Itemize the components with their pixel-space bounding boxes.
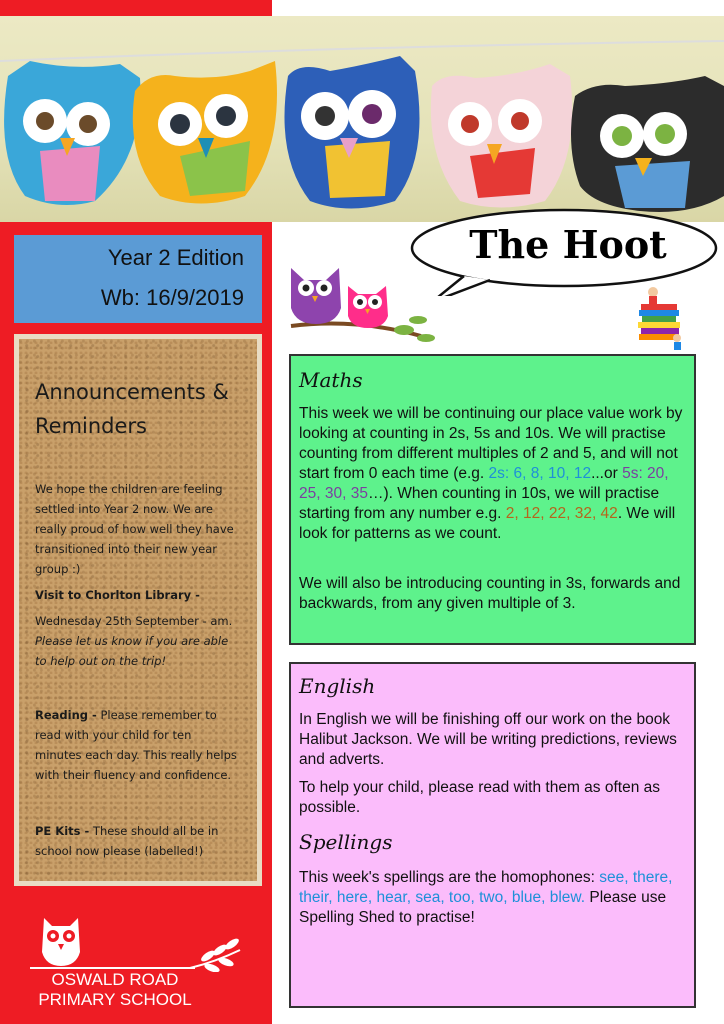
maths-text-c: …). When counting in 10s, we will practise starting from any number e.g. bbox=[299, 485, 660, 522]
reading-text-1: read with your child for ten bbox=[35, 728, 192, 742]
english-paragraph-1: In English we will be finishing off our work on the book Halibut Jackson. We will be writing predictions, reviews and adverts. bbox=[299, 711, 677, 768]
week-label: Wb: 16/9/2019 bbox=[100, 285, 244, 310]
owls-on-branch-icon bbox=[286, 258, 436, 348]
pe-kits-text: school now please (labelled!) bbox=[35, 844, 204, 858]
reading-text-3: with their fluency and confidence. bbox=[35, 768, 232, 782]
spellings-paragraph bbox=[299, 868, 691, 928]
pe-kits-title: PE Kits - bbox=[35, 824, 90, 838]
maths-sequence-2s: 2s: 6, 8, 10, 12 bbox=[488, 465, 592, 482]
owl-2-icon bbox=[133, 61, 277, 204]
school-owl-logo-icon bbox=[30, 912, 260, 972]
library-visit-date: Wednesday 25th September - am. bbox=[35, 614, 233, 628]
newsletter-title: The Hoot bbox=[469, 222, 667, 267]
library-visit-note-1: Please let us know if you are able bbox=[35, 634, 229, 648]
owl-1-icon bbox=[4, 61, 140, 205]
owl-bunting-image bbox=[0, 16, 724, 222]
maths-text-b: ...or bbox=[591, 465, 623, 482]
announcements-intro-2: settled into Year 2 now. We are bbox=[35, 502, 213, 516]
maths-paragraph-2: We will also be introducing counting in 3s, forwards and backwards, from any given multiple of 3. bbox=[299, 575, 681, 612]
spellings-title: Spellings bbox=[299, 830, 393, 854]
edition-box bbox=[14, 235, 262, 323]
books-stack-icon bbox=[633, 282, 687, 352]
owl-3-icon bbox=[284, 56, 419, 209]
spellings-words: see, there, their, here, hear, sea, too, two, blue, blew. bbox=[299, 869, 673, 906]
english-paragraph-2: To help your child, please read with them as often as possible. bbox=[299, 779, 661, 816]
library-visit-note-2: to help out on the trip! bbox=[35, 654, 167, 668]
maths-title: Maths bbox=[299, 368, 363, 392]
announcements-intro-5: group :) bbox=[35, 562, 81, 576]
pe-kits-reminder bbox=[35, 821, 255, 841]
maths-text-d: . We will look for patterns as we count. bbox=[299, 505, 676, 542]
reading-reminder-first bbox=[35, 705, 255, 725]
announcements-intro-3: really proud of how well they have bbox=[35, 522, 234, 536]
english-section bbox=[289, 662, 696, 1008]
library-visit-title: Visit to Chorlton Library - bbox=[35, 588, 200, 602]
english-title: English bbox=[299, 674, 376, 698]
announcements-heading-line1: Announcements & bbox=[35, 380, 229, 404]
announcements-intro-1: We hope the children are feeling bbox=[35, 482, 223, 496]
reading-text-2: minutes each day. This really helps bbox=[35, 748, 237, 762]
reading-text-first: Please remember to bbox=[100, 708, 217, 722]
maths-sequence-10s: 2, 12, 22, 32, 42 bbox=[505, 505, 618, 522]
announcements-heading-line2: Reminders bbox=[35, 414, 147, 438]
owl-5-icon bbox=[571, 76, 724, 212]
spellings-intro: This week's spellings are the homophones: bbox=[299, 869, 600, 886]
maths-sequence-5s: 5s: 20, 25, 30, 35 bbox=[299, 465, 669, 502]
pe-kits-text-first: These should all be in bbox=[92, 824, 219, 838]
reading-title: Reading - bbox=[35, 708, 97, 722]
maths-text-a: This week we will be continuing our place value work by looking at counting in 2s, 5s and 10s. We will practise counting from different multiples of 2 and 5, and will not start from 0 each time (e.g. bbox=[299, 405, 683, 482]
school-name-line1: OSWALD ROAD bbox=[51, 970, 179, 989]
maths-paragraph-1 bbox=[299, 404, 691, 544]
maths-section bbox=[289, 354, 696, 645]
owl-banner-photo bbox=[0, 16, 724, 222]
edition-label: Year 2 Edition bbox=[107, 245, 244, 270]
spellings-outro: Please use Spelling Shed to practise! bbox=[299, 889, 667, 926]
school-name-line2: PRIMARY SCHOOL bbox=[38, 990, 192, 1009]
announcements-intro-4: transitioned into their new year bbox=[35, 542, 218, 556]
announcements-board bbox=[14, 334, 262, 886]
school-logo bbox=[30, 912, 260, 1012]
owl-4-icon bbox=[431, 64, 572, 208]
